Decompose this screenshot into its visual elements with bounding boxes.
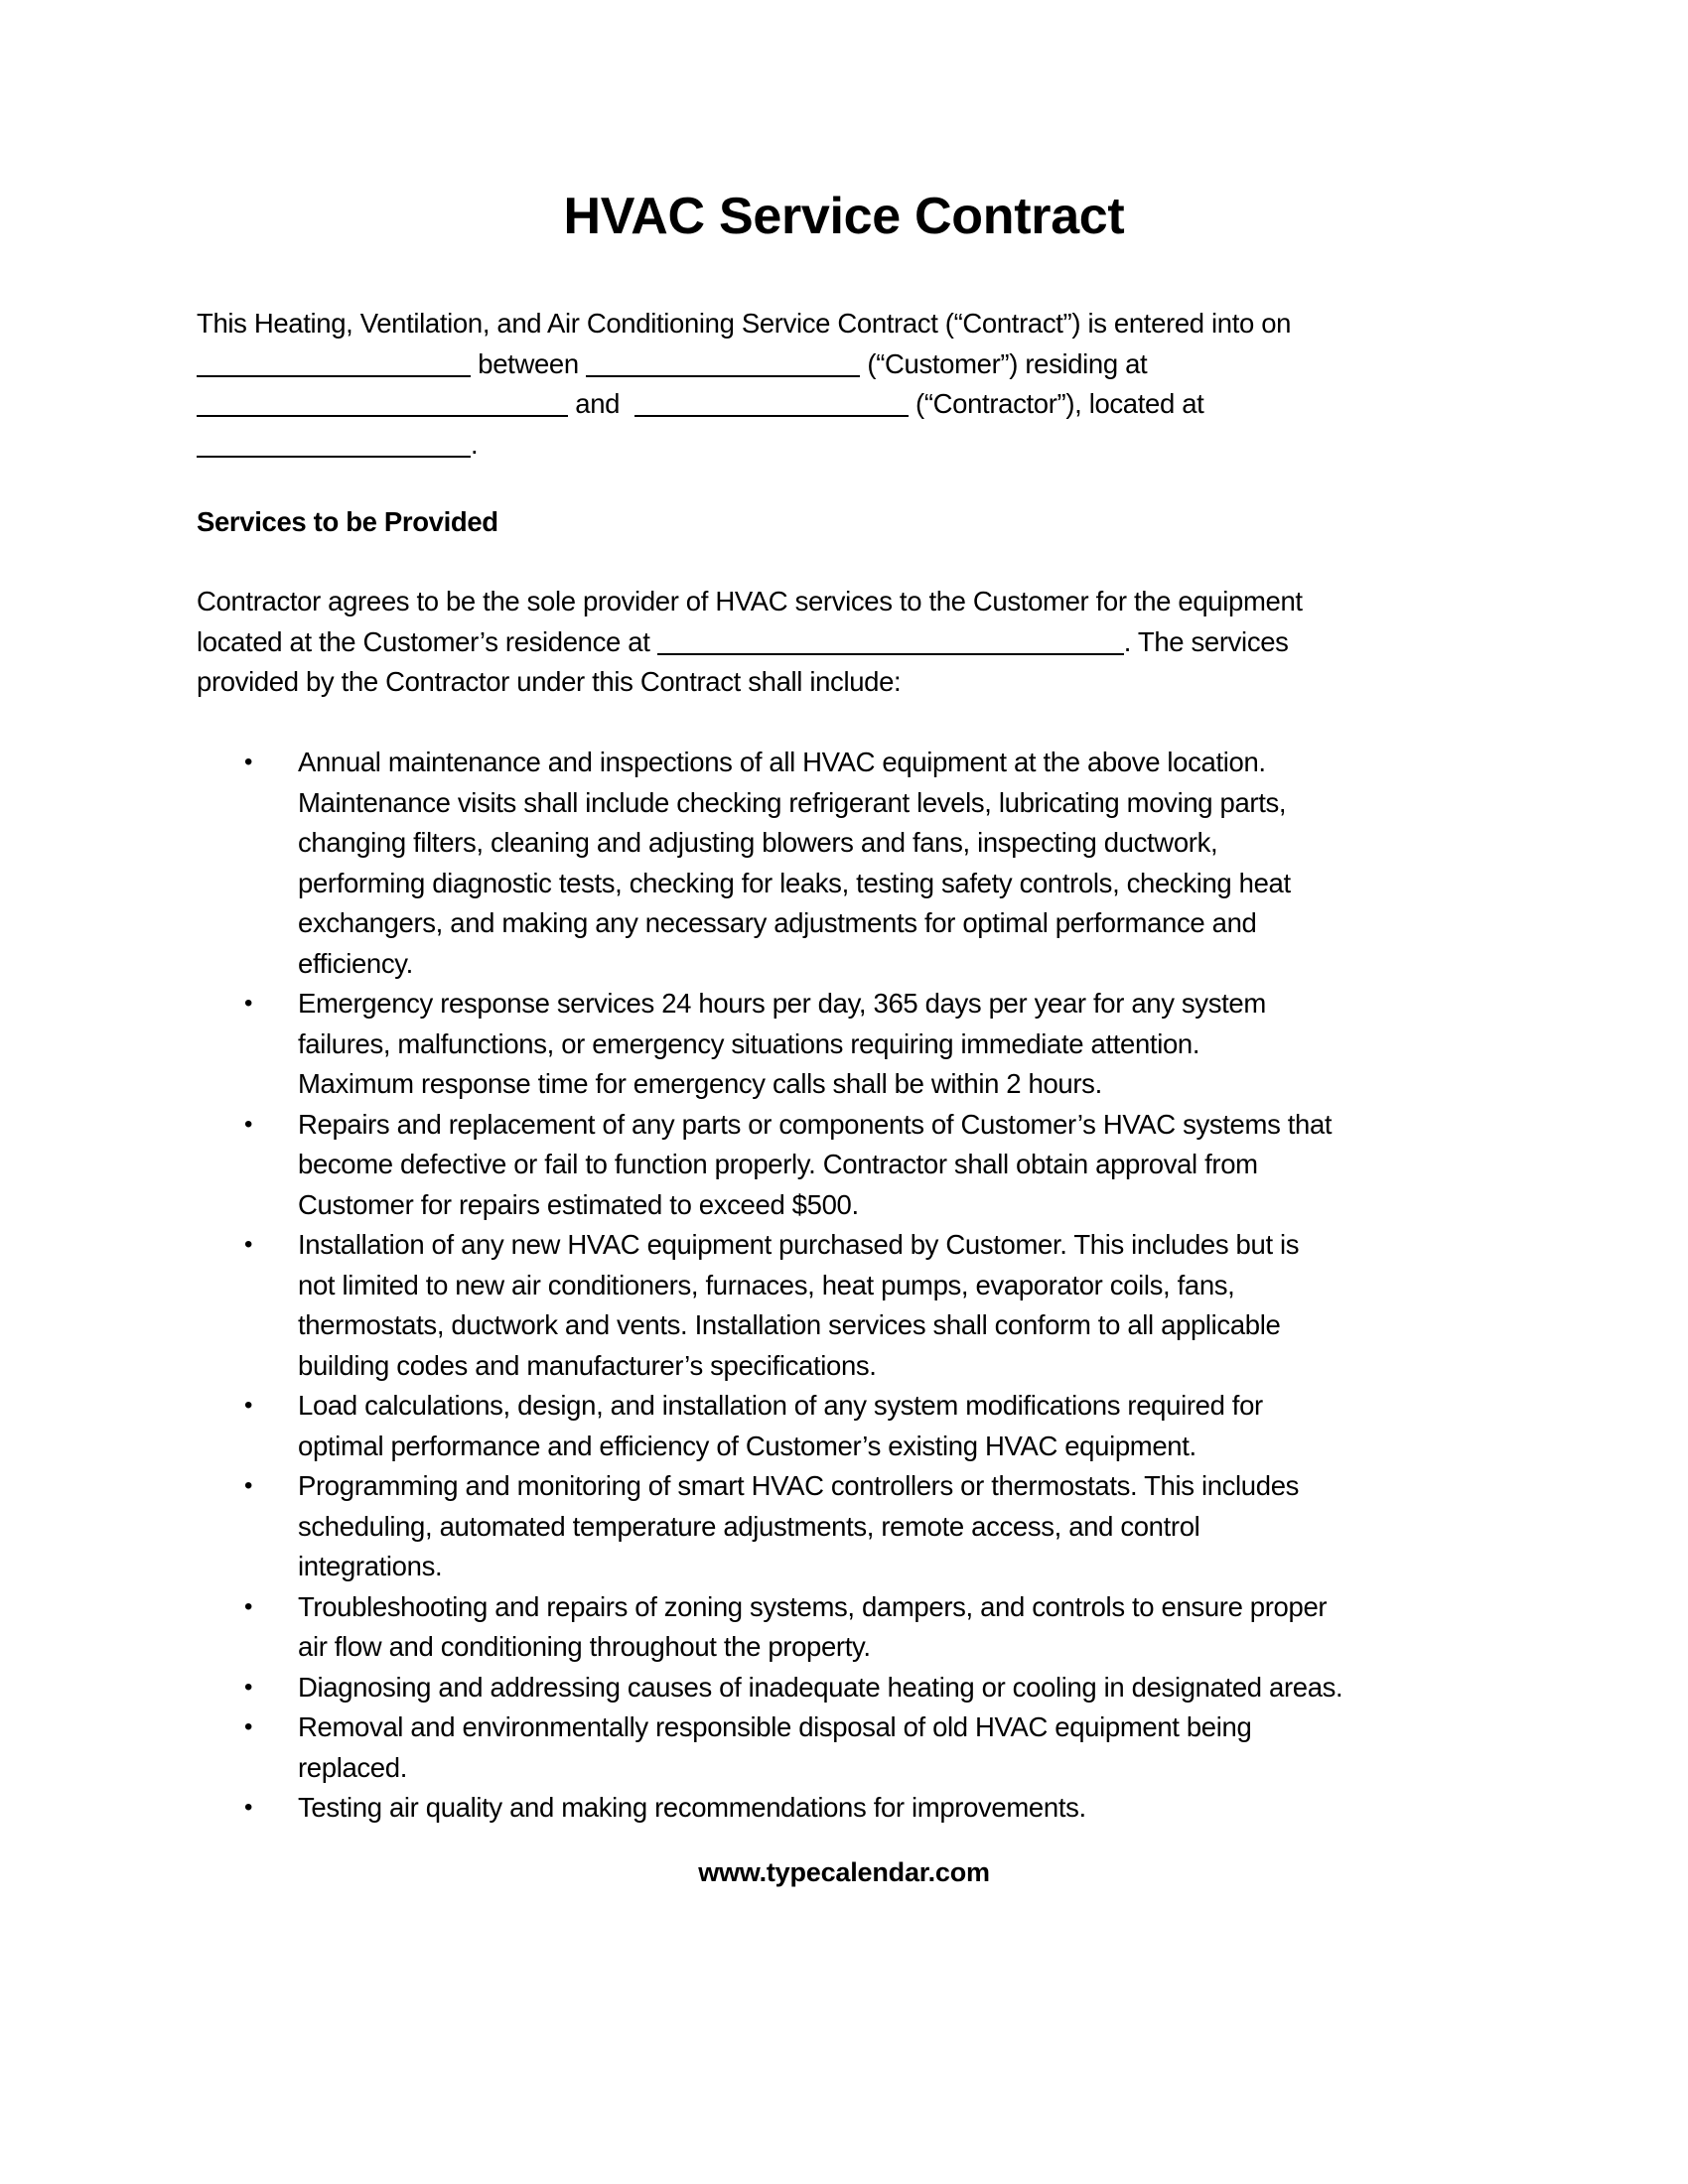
list-item (197, 743, 1487, 984)
list-item-line: integrations. (298, 1551, 443, 1581)
list-item (197, 1225, 1487, 1386)
intro-line-4 (197, 425, 1477, 466)
intro-period: . (471, 428, 479, 460)
bullet-icon: • (244, 1673, 253, 1701)
bullet-icon: • (244, 1231, 253, 1258)
list-item (197, 1668, 1487, 1708)
customer-label-text: (“Customer”) residing at (860, 347, 1148, 379)
contractor-name-blank-field[interactable] (634, 387, 909, 417)
list-item-line: performing diagnostic tests, checking for leaks, testing safety controls, checking heat (298, 867, 1291, 898)
contractor-address-blank-field[interactable] (197, 428, 471, 458)
list-item-line: Removal and environmentally responsible disposal of old HVAC equipment being (298, 1711, 1252, 1742)
list-item-line: Testing air quality and making recommendations for improvements. (298, 1792, 1086, 1823)
bullet-icon: • (244, 1713, 253, 1740)
list-item (197, 984, 1487, 1105)
list-item-line: building codes and manufacturer’s specifications. (298, 1349, 877, 1381)
services-text: . The services (1123, 625, 1289, 657)
contractor-label-text: (“Contractor”), located at (908, 388, 1204, 419)
bullet-icon: • (244, 1794, 253, 1821)
list-item-line: not limited to new air conditioners, furnaces, heat pumps, evaporator coils, fans, (298, 1269, 1235, 1300)
list-item-line: become defective or fail to function properly. Contractor shall obtain approval from (298, 1149, 1258, 1179)
list-item-line: thermostats, ductwork and vents. Installation services shall conform to all applicable (298, 1309, 1281, 1340)
customer-name-blank-field[interactable] (586, 347, 860, 377)
intro-line-3 (197, 384, 1477, 425)
document-title: HVAC Service Contract (563, 188, 1125, 245)
list-item-line: efficiency. (298, 947, 413, 979)
list-item-line: Diagnosing and addressing causes of inadequate heating or cooling in designated areas. (298, 1671, 1343, 1703)
services-para-line-2 (197, 622, 1477, 663)
list-item-line: Maintenance visits shall include checking refrigerant levels, lubricating moving parts, (298, 786, 1287, 818)
list-item (197, 1386, 1487, 1466)
list-item-line: Annual maintenance and inspections of all HVAC equipment at the above location. (298, 747, 1266, 777)
bullet-icon: • (244, 1472, 253, 1499)
between-text: between (471, 347, 587, 379)
list-item-line: Customer for repairs estimated to exceed $500. (298, 1188, 859, 1220)
list-item-line: Installation of any new HVAC equipment purchased by Customer. This includes but is (298, 1229, 1300, 1260)
list-item (197, 1466, 1487, 1587)
list-item-line: scheduling, automated temperature adjustments, remote access, and control (298, 1510, 1200, 1542)
list-item-line: Load calculations, design, and installation of any system modifications required for (298, 1390, 1263, 1421)
list-item-line: changing filters, cleaning and adjusting blowers and fans, inspecting ductwork, (298, 827, 1218, 858)
list-item (197, 1788, 1487, 1829)
services-paragraph (197, 582, 1477, 703)
list-item-line: Repairs and replacement of any parts or components of Customer’s HVAC systems that (298, 1108, 1333, 1140)
list-item (197, 1587, 1487, 1668)
date-blank-field[interactable] (197, 347, 471, 377)
list-item-line: failures, malfunctions, or emergency situations requiring immediate attention. (298, 1027, 1200, 1059)
services-para-line-1: Contractor agrees to be the sole provider of HVAC services to the Customer for the equipment (197, 586, 1303, 616)
bullet-icon: • (244, 1392, 253, 1419)
customer-address-blank-field[interactable] (197, 387, 568, 417)
bullet-icon: • (244, 749, 253, 775)
intro-line-2 (197, 344, 1477, 385)
services-heading: Services to be Provided (197, 506, 498, 537)
list-item-line: Maximum response time for emergency calls shall be within 2 hours. (298, 1068, 1102, 1099)
list-item (197, 1105, 1487, 1226)
services-list (197, 743, 1487, 1829)
bullet-icon: • (244, 1110, 253, 1138)
footer-website-link[interactable]: www.typecalendar.com (698, 1857, 990, 1887)
and-text: and (568, 388, 628, 419)
list-item-line: air flow and conditioning throughout the property. (298, 1631, 871, 1662)
list-item-line: Troubleshooting and repairs of zoning systems, dampers, and controls to ensure proper (298, 1590, 1328, 1622)
list-item-line: replaced. (298, 1751, 407, 1783)
bullet-icon: • (244, 1592, 253, 1620)
intro-line-1: This Heating, Ventilation, and Air Conditioning Service Contract (“Contract”) is entered into on (197, 308, 1292, 339)
intro-paragraph (197, 304, 1477, 465)
list-item-line: Emergency response services 24 hours per day, 365 days per year for any system (298, 988, 1266, 1019)
list-item-line: Programming and monitoring of smart HVAC controllers or thermostats. This includes (298, 1470, 1300, 1501)
services-para-line-3: provided by the Contractor under this Contract shall include: (197, 666, 902, 697)
list-item-line: optimal performance and efficiency of Customer’s existing HVAC equipment. (298, 1430, 1196, 1461)
residence-text: located at the Customer’s residence at (197, 625, 657, 657)
residence-address-blank-field[interactable] (657, 625, 1124, 655)
list-item (197, 1707, 1487, 1788)
list-item-line: exchangers, and making any necessary adjustments for optimal performance and (298, 907, 1257, 938)
bullet-icon: • (244, 990, 253, 1017)
